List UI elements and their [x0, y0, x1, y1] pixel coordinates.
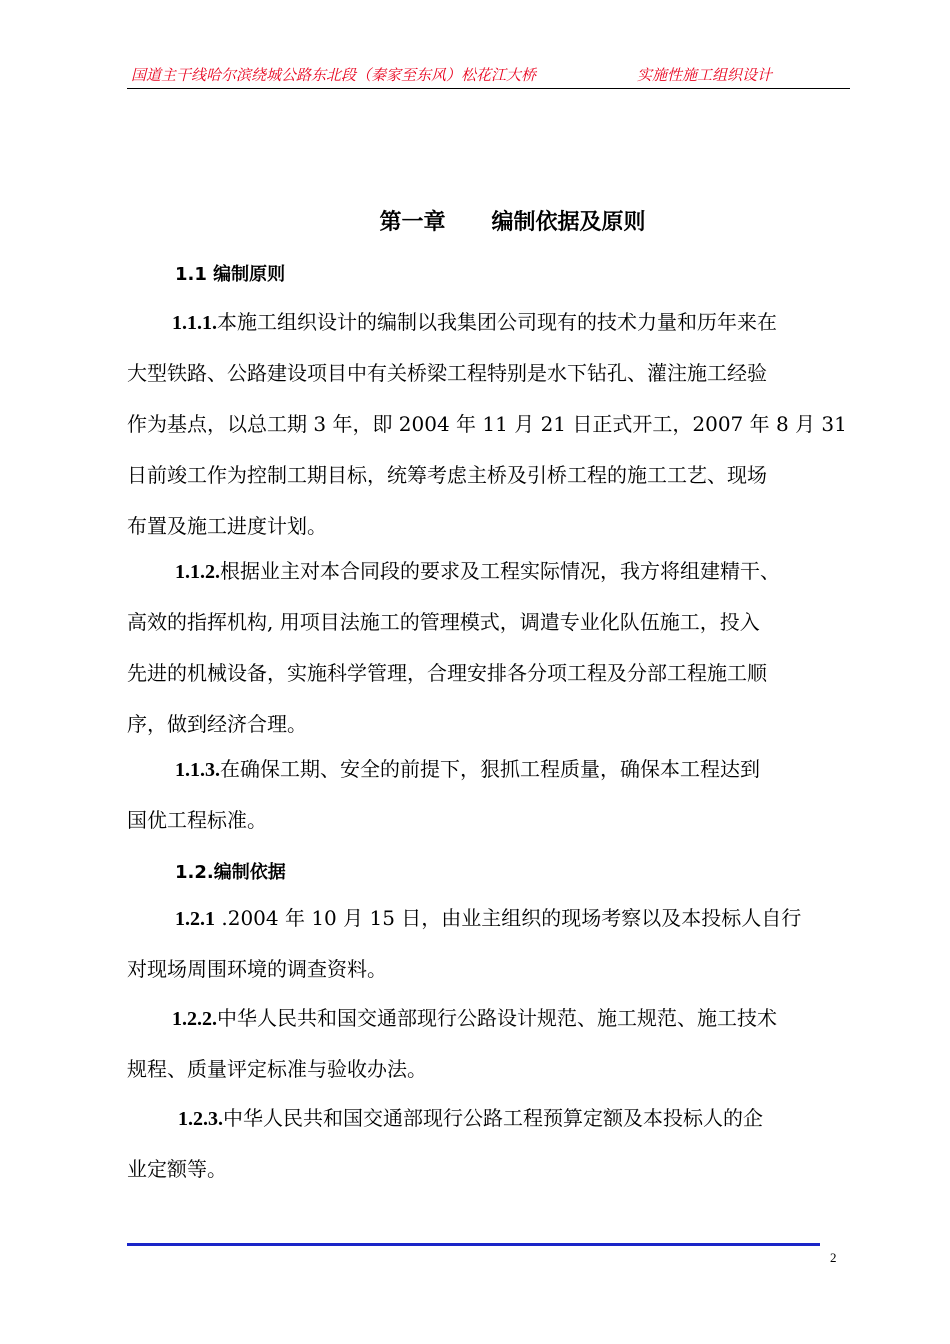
- clause-text: 在确保工期、安全的前提下，狠抓工程质量，确保本工程达到: [220, 757, 760, 781]
- section-heading-1-2: 1.2.编制依据: [175, 862, 286, 883]
- paragraph-line: [127, 993, 855, 1044]
- paragraph-line: 先进的机械设备，实施科学管理，合理安排各分项工程及分部工程施工顺: [127, 661, 767, 685]
- page-number: 2: [830, 1250, 837, 1265]
- paragraph-line: [127, 744, 855, 795]
- paragraph-1-1-2: [127, 546, 855, 750]
- paragraph-1-1-3: [127, 744, 855, 846]
- header-project-title: 国道主干线哈尔滨绕城公路东北段（秦家至东风）松花江大桥: [131, 66, 537, 84]
- page-header: [127, 62, 850, 89]
- clause-text: 中华人民共和国交通部现行公路工程预算定额及本投标人的企: [223, 1106, 763, 1130]
- paragraph-line: [127, 893, 855, 944]
- paragraph-line: 规程、质量评定标准与验收办法。: [127, 1057, 427, 1081]
- clause-number: 1.2.3.: [178, 1108, 223, 1130]
- clause-number: 1.2.2.: [172, 1008, 217, 1030]
- chapter-title: 第一章 编制依据及原则: [379, 210, 646, 235]
- clause-number: 1.1.1.: [172, 312, 217, 334]
- clause-number: 1.2.1: [175, 908, 215, 930]
- paragraph-line: 业定额等。: [127, 1157, 227, 1181]
- clause-text: .2004 年 10 月 15 日，由业主组织的现场考察以及本投标人自行: [215, 906, 802, 930]
- paragraph-1-2-1: [127, 893, 855, 995]
- clause-number: 1.1.3.: [175, 759, 220, 781]
- paragraph-line: 大型铁路、公路建设项目中有关桥梁工程特别是水下钻孔、灌注施工经验: [127, 361, 767, 385]
- paragraph-line: 布置及施工进度计划。: [127, 514, 327, 538]
- paragraph-line: [127, 297, 855, 348]
- footer-rule: [127, 1243, 820, 1246]
- section-heading-1-1: 1.1 编制原则: [175, 264, 286, 285]
- paragraph-1-1-1: [127, 297, 855, 552]
- header-document-type: 实施性施工组织设计: [637, 66, 773, 84]
- clause-text: 中华人民共和国交通部现行公路设计规范、施工规范、施工技术: [217, 1006, 777, 1030]
- clause-text: 本施工组织设计的编制以我集团公司现有的技术力量和历年来在: [217, 310, 777, 334]
- paragraph-1-2-3: [127, 1093, 855, 1195]
- clause-text: 根据业主对本合同段的要求及工程实际情况，我方将组建精干、: [220, 559, 780, 583]
- paragraph-line: [127, 546, 855, 597]
- paragraph-line: 日前竣工作为控制工期目标，统筹考虑主桥及引桥工程的施工工艺、现场: [127, 463, 767, 487]
- paragraph-line: 作为基点，以总工期 3 年，即 2004 年 11 月 21 日正式开工，2007 年 8 月 31: [127, 412, 847, 436]
- paragraph-line: [127, 1093, 855, 1144]
- clause-number: 1.1.2.: [175, 561, 220, 583]
- paragraph-line: 序，做到经济合理。: [127, 712, 307, 736]
- paragraph-line: 对现场周围环境的调查资料。: [127, 957, 387, 981]
- paragraph-line: 国优工程标准。: [127, 808, 267, 832]
- paragraph-line: 高效的指挥机构, 用项目法施工的管理模式，调遣专业化队伍施工，投入: [127, 610, 760, 634]
- paragraph-1-2-2: [127, 993, 855, 1095]
